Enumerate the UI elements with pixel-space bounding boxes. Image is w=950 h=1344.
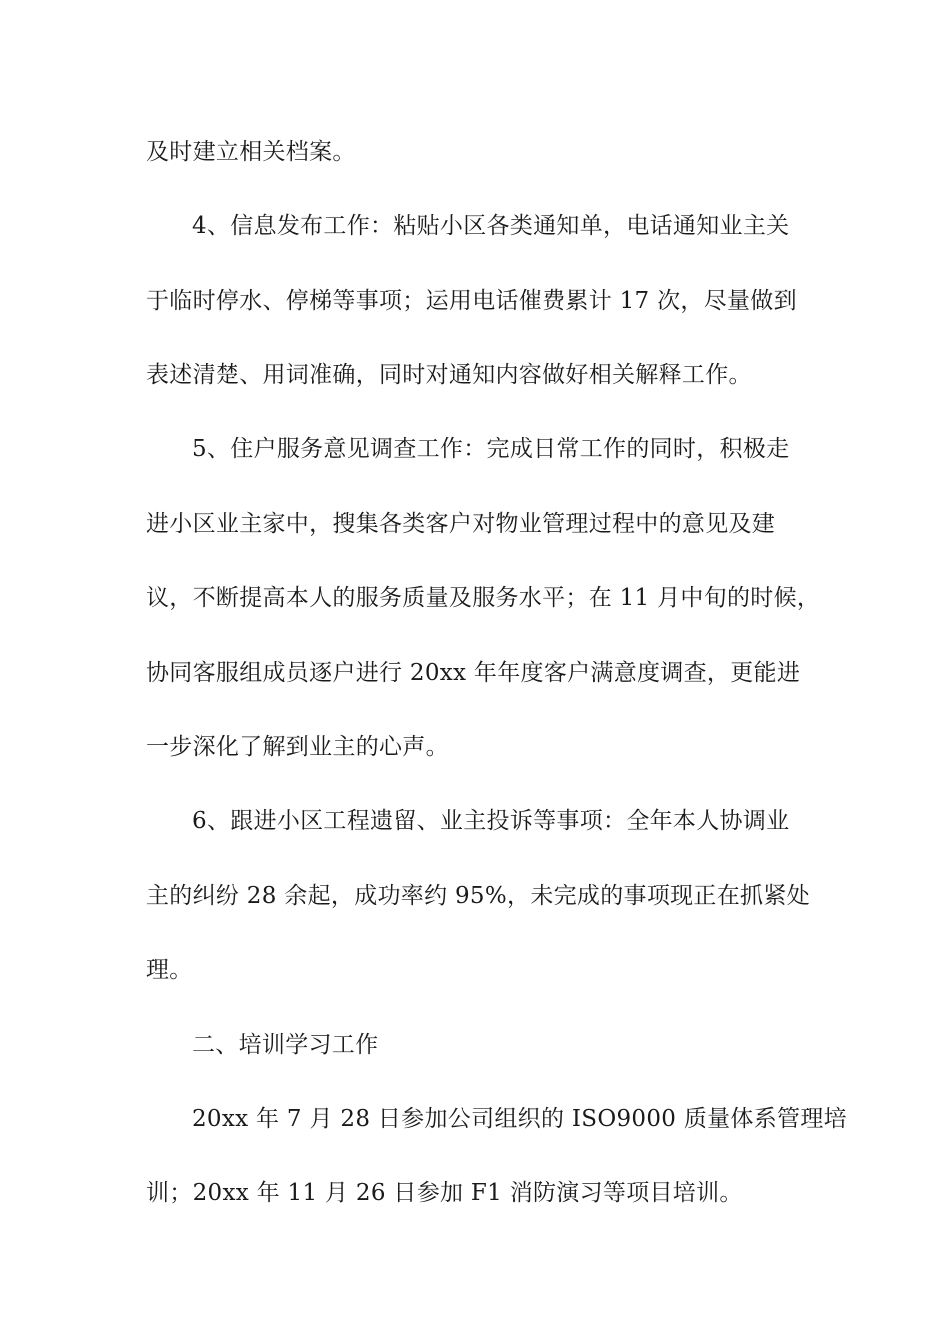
text-line: 表述清楚、用词准确，同时对通知内容做好相关解释工作。	[146, 362, 752, 388]
text-line: 进小区业主家中，搜集各类客户对物业管理过程中的意见及建	[146, 511, 776, 537]
text-line: 一步深化了解到业主的心声。	[146, 734, 449, 760]
text-line: 6、跟进小区工程遗留、业主投诉等事项：全年本人协调业	[192, 808, 790, 834]
text-line: 协同客服组成员逐户进行 20xx 年年度客户满意度调查，更能进	[146, 660, 801, 686]
text-line: 5、住户服务意见调查工作：完成日常工作的同时，积极走	[192, 436, 790, 462]
text-line: 议，不断提高本人的服务质量及服务水平；在 11 月中旬的时候，	[146, 585, 821, 611]
text-line: 主的纠纷 28 余起，成功率约 95%，未完成的事项现正在抓紧处	[146, 883, 810, 909]
text-line: 于临时停水、停梯等事项；运用电话催费累计 17 次，尽量做到	[146, 288, 797, 314]
text-line: 及时建立相关档案。	[146, 139, 356, 165]
text-line: 理。	[146, 957, 193, 983]
text-line: 4、信息发布工作：粘贴小区各类通知单，电话通知业主关	[192, 213, 790, 239]
text-line: 训；20xx 年 11 月 26 日参加 F1 消防演习等项目培训。	[146, 1180, 743, 1206]
section-heading: 二、培训学习工作	[192, 1032, 379, 1058]
text-line: 20xx 年 7 月 28 日参加公司组织的 ISO9000 质量体系管理培	[192, 1106, 847, 1132]
